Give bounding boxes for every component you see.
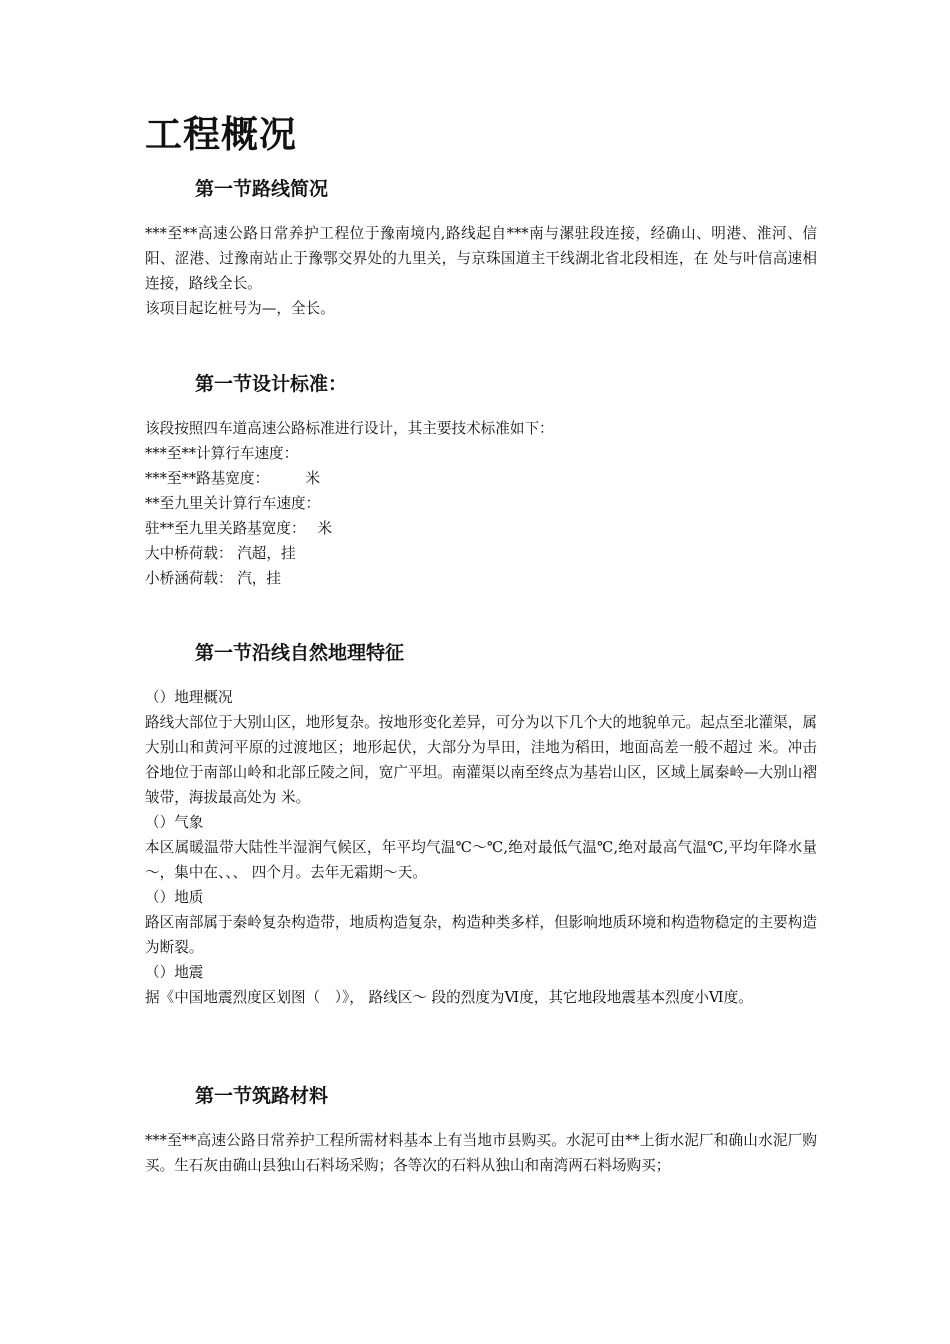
- standard-line: ***至**路基宽度： 米: [145, 470, 321, 487]
- document-title: 工程概况: [145, 113, 297, 156]
- route-overview-paragraph: ***至**高速公路日常养护工程位于豫南境内,路线起自***南与漯驻段连接，经确山、明港、淮河、信阳、涩港、过豫南站止于豫鄂交界处的九里关，与京珠国道主干线湖北省北段相连，在 处与叶信高速相连接，路线全长。: [145, 225, 817, 292]
- climate-paragraph: 本区属暖温带大陆性半湿润气候区，年平均气温℃～℃,绝对最低气温℃,绝对最高气温℃,平均年降水量～，集中在、、、 四个月。去年无霜期～天。: [145, 839, 817, 881]
- standards-intro-line: 该段按照四车道高速公路标准进行设计，其主要技术标准如下：: [145, 420, 554, 437]
- section-heading-materials: 第一节筑路材料: [195, 1085, 329, 1107]
- standard-line: 驻**至九里关路基宽度： 米: [145, 520, 333, 537]
- subsection-geography: （）地理概况: [145, 689, 233, 706]
- standard-line: 小桥涵荷载： 汽，挂: [145, 570, 281, 587]
- materials-paragraph: ***至**高速公路日常养护工程所需材料基本上有当地市县购买。水泥可由**上街水泥厂和确山水泥厂购买。生石灰由确山县独山石料场采购；各等次的石料从独山和南湾两石料场购买；: [145, 1132, 817, 1174]
- stake-range-paragraph: 该项目起讫桩号为—，全长。: [145, 300, 335, 317]
- section-heading-natural-geography: 第一节沿线自然地理特征: [195, 642, 405, 664]
- geology-paragraph: 路区南部属于秦岭复杂构造带，地质构造复杂，构造种类多样，但影响地质环境和构造物稳定的主要构造为断裂。: [145, 914, 817, 956]
- subsection-geology: （）地质: [145, 889, 204, 906]
- section-heading-route: 第一节路线简况: [195, 178, 329, 200]
- standard-line: 大中桥荷载： 汽超，挂: [145, 545, 296, 562]
- standard-line: ***至**计算行车速度：: [145, 445, 299, 462]
- standard-line: **至九里关计算行车速度：: [145, 495, 321, 512]
- subsection-climate: （）气象: [145, 814, 204, 831]
- geography-paragraph: 路线大部位于大别山区，地形复杂。按地形变化差异，可分为以下几个大的地貌单元。起点至北灌渠，属大别山和黄河平原的过渡地区；地形起伏，大部分为旱田，洼地为稻田，地面高差一般不超过 米。冲击谷地位于南部山岭和北部丘陵之间，宽广平坦。南灌渠以南至终点为基岩山区，区域上属秦岭—大别山褶皱带，海拔最高处为 米。: [145, 714, 817, 806]
- subsection-earthquake: （）地震: [145, 964, 204, 981]
- earthquake-paragraph: 据《中国地震烈度区划图（ ）》， 路线区～ 段的烈度为Ⅵ度，其它地段地震基本烈度小Ⅵ度。: [145, 989, 753, 1006]
- section-heading-design-standards: 第一节设计标准：: [195, 373, 348, 395]
